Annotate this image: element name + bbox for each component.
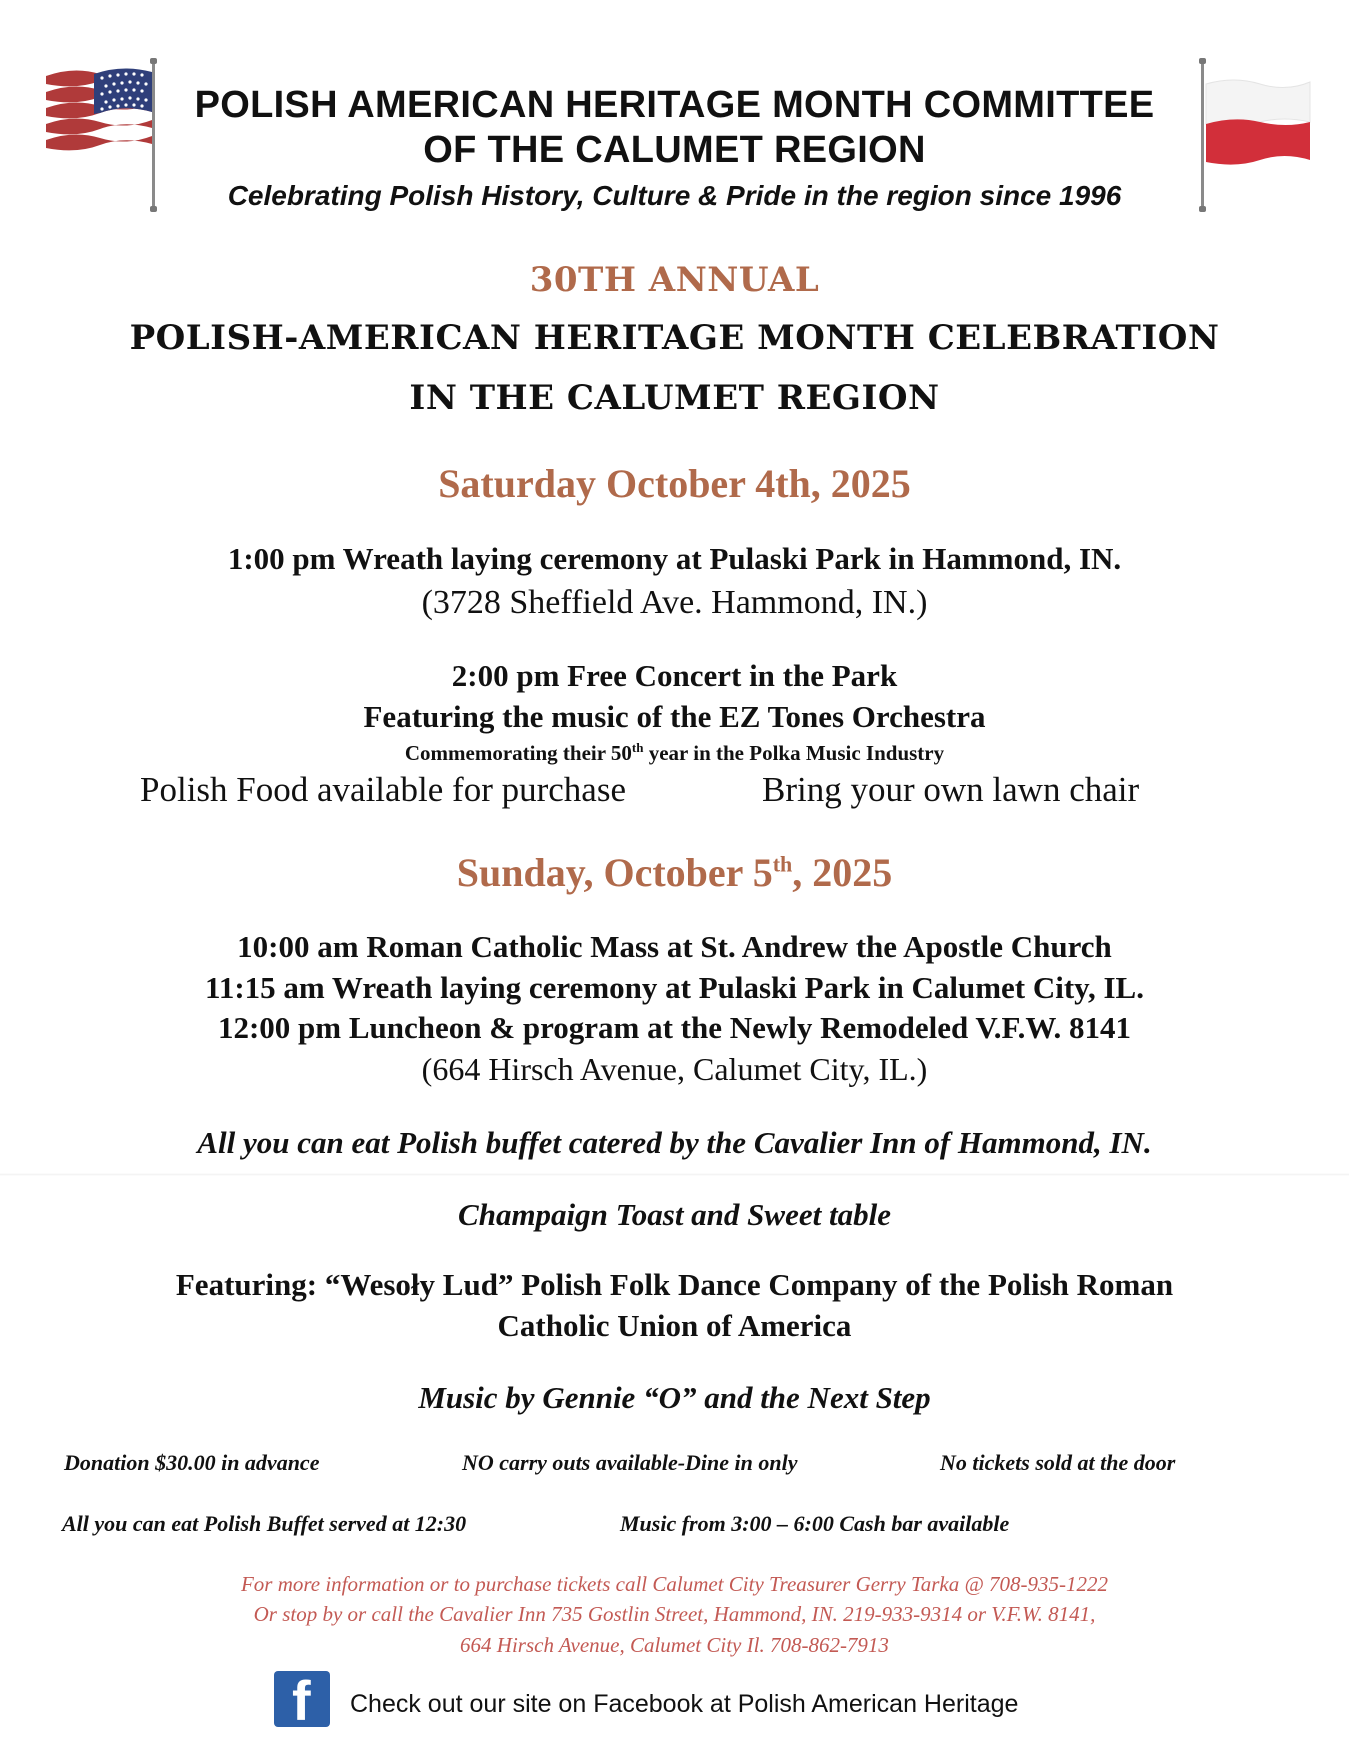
sunday-wreath: 11:15 am Wreath laying ceremony at Pulaski Park in Calumet City, IL. <box>205 970 1144 1005</box>
saturday-food: Polish Food available for purchase <box>140 770 627 809</box>
sunday-date: Sunday, October 5th, 2025 <box>456 850 893 895</box>
contact-line3: 664 Hirsch Avenue, Calumet City Il. 708-862-7913 <box>460 1633 889 1657</box>
sunday-featuring-line1: Featuring: “Wesoły Lud” Polish Folk Dance Company of the Polish Roman <box>175 1267 1174 1302</box>
sunday-buffet: All you can eat Polish buffet catered by the Cavalier Inn of Hammond, IN. <box>197 1125 1152 1160</box>
sunday-mass: 10:00 am Roman Catholic Mass at St. Andrew the Apostle Church <box>237 929 1112 964</box>
annual-label: 30TH ANNUAL <box>529 260 820 300</box>
committee-tagline: Celebrating Polish History, Culture & Pride in the region since 1996 <box>227 180 1122 211</box>
facebook-text: Check out our site on Facebook at Polish American Heritage <box>350 1690 1019 1718</box>
saturday-concert: 2:00 pm Free Concert in the Park <box>451 658 898 693</box>
left-pole-top <box>150 58 157 64</box>
committee-title-line1: POLISH AMERICAN HERITAGE MONTH COMMITTEE <box>194 84 1155 126</box>
contact-line1: For more information or to purchase tickets call Calumet City Treasurer Gerry Tarka @ 708-935-1222 <box>240 1572 1109 1596</box>
saturday-chair: Bring your own lawn chair <box>762 770 1140 809</box>
sunday-luncheon: 12:00 pm Luncheon & program at the Newly Remodeled V.F.W. 8141 <box>217 1010 1132 1045</box>
saturday-featuring: Featuring the music of the EZ Tones Orchestra <box>363 699 986 734</box>
paper-crease <box>0 1173 1349 1176</box>
carry-outs-note: NO carry outs available-Dine in only <box>462 1450 798 1475</box>
event-title-line2: IN THE CALUMET REGION <box>409 378 940 418</box>
facebook-icon: f <box>274 1671 330 1727</box>
sunday-address: (664 Hirsch Avenue, Calumet City, IL.) <box>421 1051 928 1087</box>
right-pole-top <box>1199 58 1206 64</box>
sunday-featuring-line2: Catholic Union of America <box>497 1308 852 1343</box>
saturday-date: Saturday October 4th, 2025 <box>438 461 911 506</box>
committee-title-line2: OF THE CALUMET REGION <box>423 129 926 171</box>
sunday-toast: Champaign Toast and Sweet table <box>458 1197 891 1232</box>
saturday-wreath: 1:00 pm Wreath laying ceremony at Pulaski Park in Hammond, IN. <box>227 541 1122 576</box>
no-tickets-note: No tickets sold at the door <box>940 1450 1176 1475</box>
donation-note: Donation $30.00 in advance <box>64 1450 320 1475</box>
saturday-commemorating: Commemorating their 50th year in the Polka Music Industry <box>404 740 945 765</box>
buffet-time-note: All you can eat Polish Buffet served at 12:30 <box>62 1511 467 1536</box>
contact-line2: Or stop by or call the Cavalier Inn 735 Gostlin Street, Hammond, IN. 219-933-9314 or V.F.W. 8141, <box>253 1602 1096 1626</box>
saturday-address: (3728 Sheffield Ave. Hammond, IN.) <box>421 584 928 621</box>
event-title-line1: POLISH-AMERICAN HERITAGE MONTH CELEBRATION <box>129 318 1220 358</box>
sunday-music: Music by Gennie “O” and the Next Step <box>418 1380 931 1415</box>
music-time-note: Music from 3:00 – 6:00 Cash bar available <box>620 1511 1010 1536</box>
